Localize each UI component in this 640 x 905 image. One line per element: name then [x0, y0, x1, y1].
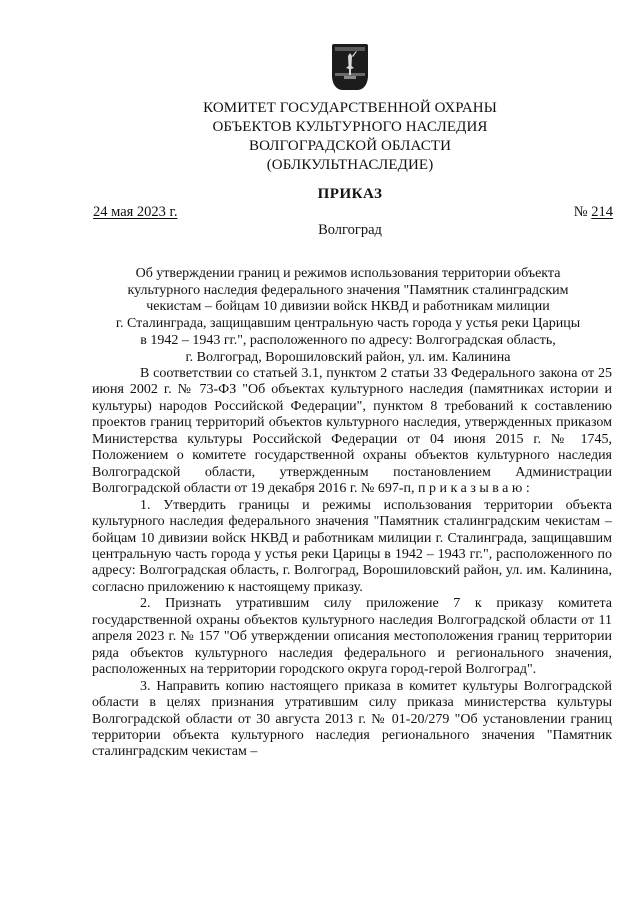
- volgograd-emblem-icon: [332, 44, 368, 90]
- subject-line: г. Волгоград, Ворошиловский район, ул. им. Калинина: [185, 349, 511, 365]
- subject-line: культурного наследия федерального значения "Памятник сталинградским: [127, 282, 569, 298]
- org-name-line-3: ВОЛГОГРАДСКОЙ ОБЛАСТИ: [248, 138, 452, 154]
- preamble-text: В соответствии со статьей 3.1, пунктом 2 статьи 33 Федерального закона от 25 июня 2002 г. № 73-ФЗ "Об объектах культурного наследия (памятниках истории и культуры) народов Российской Федерации", пунктом 8 требований к составлению проектов границ территорий объектов культурного наследия, утвержденных приказом Министерства культуры Российской Федерации от 04 июня 2015 г. № 1745, Положением о комитете государственной охраны объектов культурного наследия Волгоградской области, утвержденным постановлением Администрации Волгоградской области от 19 декабря 2016 г. № 697-п,: [92, 366, 612, 497]
- document-title: ПРИКАЗ: [317, 186, 383, 202]
- org-name-line-4: (ОБЛКУЛЬТНАСЛЕДИЕ): [266, 157, 434, 173]
- org-name-line-2: ОБЪЕКТОВ КУЛЬТУРНОГО НАСЛЕДИЯ: [212, 119, 488, 135]
- order-number: [574, 204, 613, 221]
- subject-line: чекистам – бойцам 10 дивизии войск НКВД и работникам милиции: [146, 299, 550, 315]
- order-item-2: 2. Признать утратившим силу приложение 7 к приказу комитета государственной охраны объектов культурного наследия Волгоградской области от 11 апреля 2023 г. № 157 "Об утверждении описания местоположения границ территории ряда объектов культурного наследия федерального и регионального значения, расположенных на территории городского округа город-герой Волгоград".: [92, 596, 612, 678]
- preamble-paragraph: [92, 366, 612, 498]
- order-item-3: 3. Направить копию настоящего приказа в комитет культуры Волгоградской области в целях признания утратившим силу приказа министерства культуры Волгоградской области от 30 августа 2013 г. № 01-20/279 "Об установлении границ территории объекта культурного наследия регионального значения "Памятник сталинградским чекистам –: [92, 678, 612, 760]
- order-item-1: 1. Утвердить границы и режимы использования территории объекта культурного наследия федерального значения "Памятник сталинградским чекистам – бойцам 10 дивизии войск НКВД и работникам милиции г. Сталинграда, защищавшим центральную часть города у устья реки Царицы в 1942 – 1943 гг.", расположенного по адресу: Волгоградская область, г. Волгоград, Ворошиловский район, ул. им. Калинина, согласно приложению к настоящему приказу.: [92, 497, 612, 595]
- order-number-value: 214: [591, 204, 613, 220]
- document-body: [92, 366, 612, 761]
- order-date: 24 мая 2023 г.: [93, 204, 178, 220]
- order-word: приказываю:: [418, 481, 534, 497]
- subject-line: в 1942 – 1943 гг.", расположенного по адресу: Волгоградская область,: [140, 332, 556, 348]
- subject-line: Об утверждении границ и режимов использования территории объекта: [135, 266, 561, 281]
- subject-heading: [84, 266, 612, 366]
- order-number-prefix: №: [573, 204, 588, 220]
- city: Волгоград: [318, 222, 382, 238]
- org-name-line-1: КОМИТЕТ ГОСУДАРСТВЕННОЙ ОХРАНЫ: [203, 100, 497, 116]
- subject-line: г. Сталинграда, защищавшим центральную часть города у устья реки Царицы: [115, 316, 581, 332]
